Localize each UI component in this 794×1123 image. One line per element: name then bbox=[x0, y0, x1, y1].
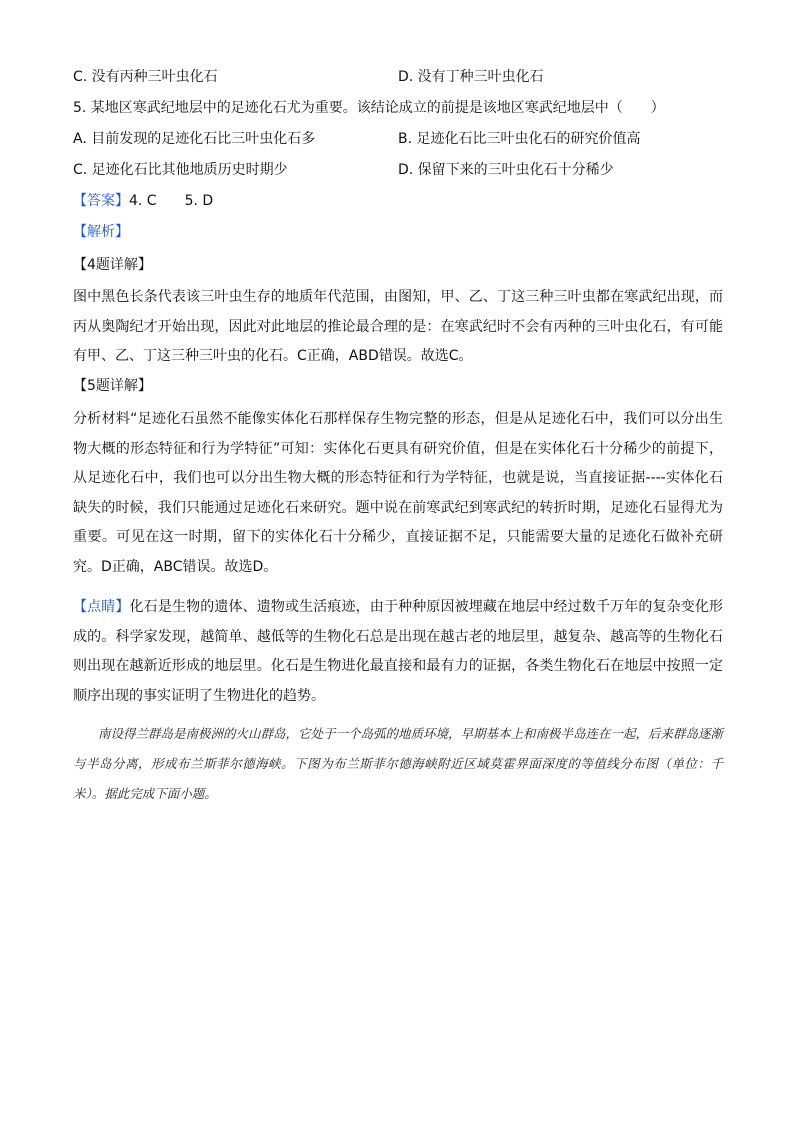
answer-label: 【答案】 bbox=[73, 193, 129, 209]
material-text: 南设得兰群岛是南极洲的火山群岛，它处于一个岛弧的地质环境，早期基本上和南极半岛连在一起，后来群岛逐渐与半岛分离，形成布兰斯菲尔德海峡。下图为布兰斯菲尔德海峡附近区域莫霍界面深度的等值线分布图（单位：千米）。据此完成下面小题。 bbox=[73, 726, 724, 801]
analysis-label bbox=[73, 222, 723, 242]
q4-option-c: C. 没有丙种三叶虫化石 bbox=[73, 69, 218, 85]
q4-option-d: D. 没有丁种三叶虫化石 bbox=[398, 69, 544, 85]
q5-option-c: C. 足迹化石比其他地质历史时期少 bbox=[73, 162, 288, 178]
detail5-label: 【5题详解】 bbox=[73, 378, 152, 394]
dianjing-text: 化石是生物的遗体、遗物或生活痕迹，由于种种原因被埋藏在地层中经过数千万年的复杂变化形成的。科学家发现，越简单、越低等的生物化石总是出现在越古老的地层里，越复杂、越高等的生物化石则出现在越新近形成的地层里。化石是生物进化最直接和最有力的证据，各类生物化石在地层中按照一定顺序出现的事实证明了生物进化的趋势。 bbox=[73, 599, 724, 704]
detail4-text: 图中黑色长条代表该三叶虫生存的地质年代范围，由图知，甲、乙、丁这三种三叶虫都在寒武纪出现，而丙从奥陶纪才开始出现，因此对此地层的推论最合理的是：在寒武纪时不会有丙种的三叶虫化石，有可能有甲、乙、丁这三种三叶虫的化石。C正确，ABD错误。故选C。 bbox=[73, 289, 723, 364]
q5-option-d: D. 保留下来的三叶虫化石十分稀少 bbox=[398, 162, 614, 178]
dianjing-label: 【点睛】 bbox=[73, 599, 130, 615]
detail5-text: 分析材料“足迹化石虽然不能像实体化石那样保存生物完整的形态，但是从足迹化石中，我们可以分出生物大概的形态特征和行为学特征”可知：实体化石更具有研究价值，但是在实体化石十分稀少的前提下，从足迹化石中，我们也可以分出生物大概的形态特征和行为学特征，也就是说，当直接证据----实体化石缺失的时候，我们只能通过足迹化石来研究。题中说在前寒武纪到寒武纪的转折时期，足迹化石显得尤为重要。可见在这一时期，留下的实体化石十分稀少，直接证据不足，只能需要大量的足迹化石做补充研究。D正确，ABC错误。故选D。 bbox=[73, 411, 723, 575]
analysis-label-text: 【解析】 bbox=[73, 224, 129, 240]
q5-stem: 5. 某地区寒武纪地层中的足迹化石尤为重要。该结论成立的前提是该地区寒武纪地层中（ ） bbox=[73, 100, 665, 116]
q5-option-b: B. 足迹化石比三叶虫化石的研究价值高 bbox=[398, 131, 641, 147]
q5-option-a: A. 目前发现的足迹化石比三叶虫化石多 bbox=[73, 131, 316, 147]
detail4-label: 【4题详解】 bbox=[73, 257, 152, 273]
answer-line bbox=[73, 191, 723, 211]
answer-value: 4. C 5. D bbox=[129, 193, 214, 209]
dianjing-block bbox=[73, 593, 723, 711]
